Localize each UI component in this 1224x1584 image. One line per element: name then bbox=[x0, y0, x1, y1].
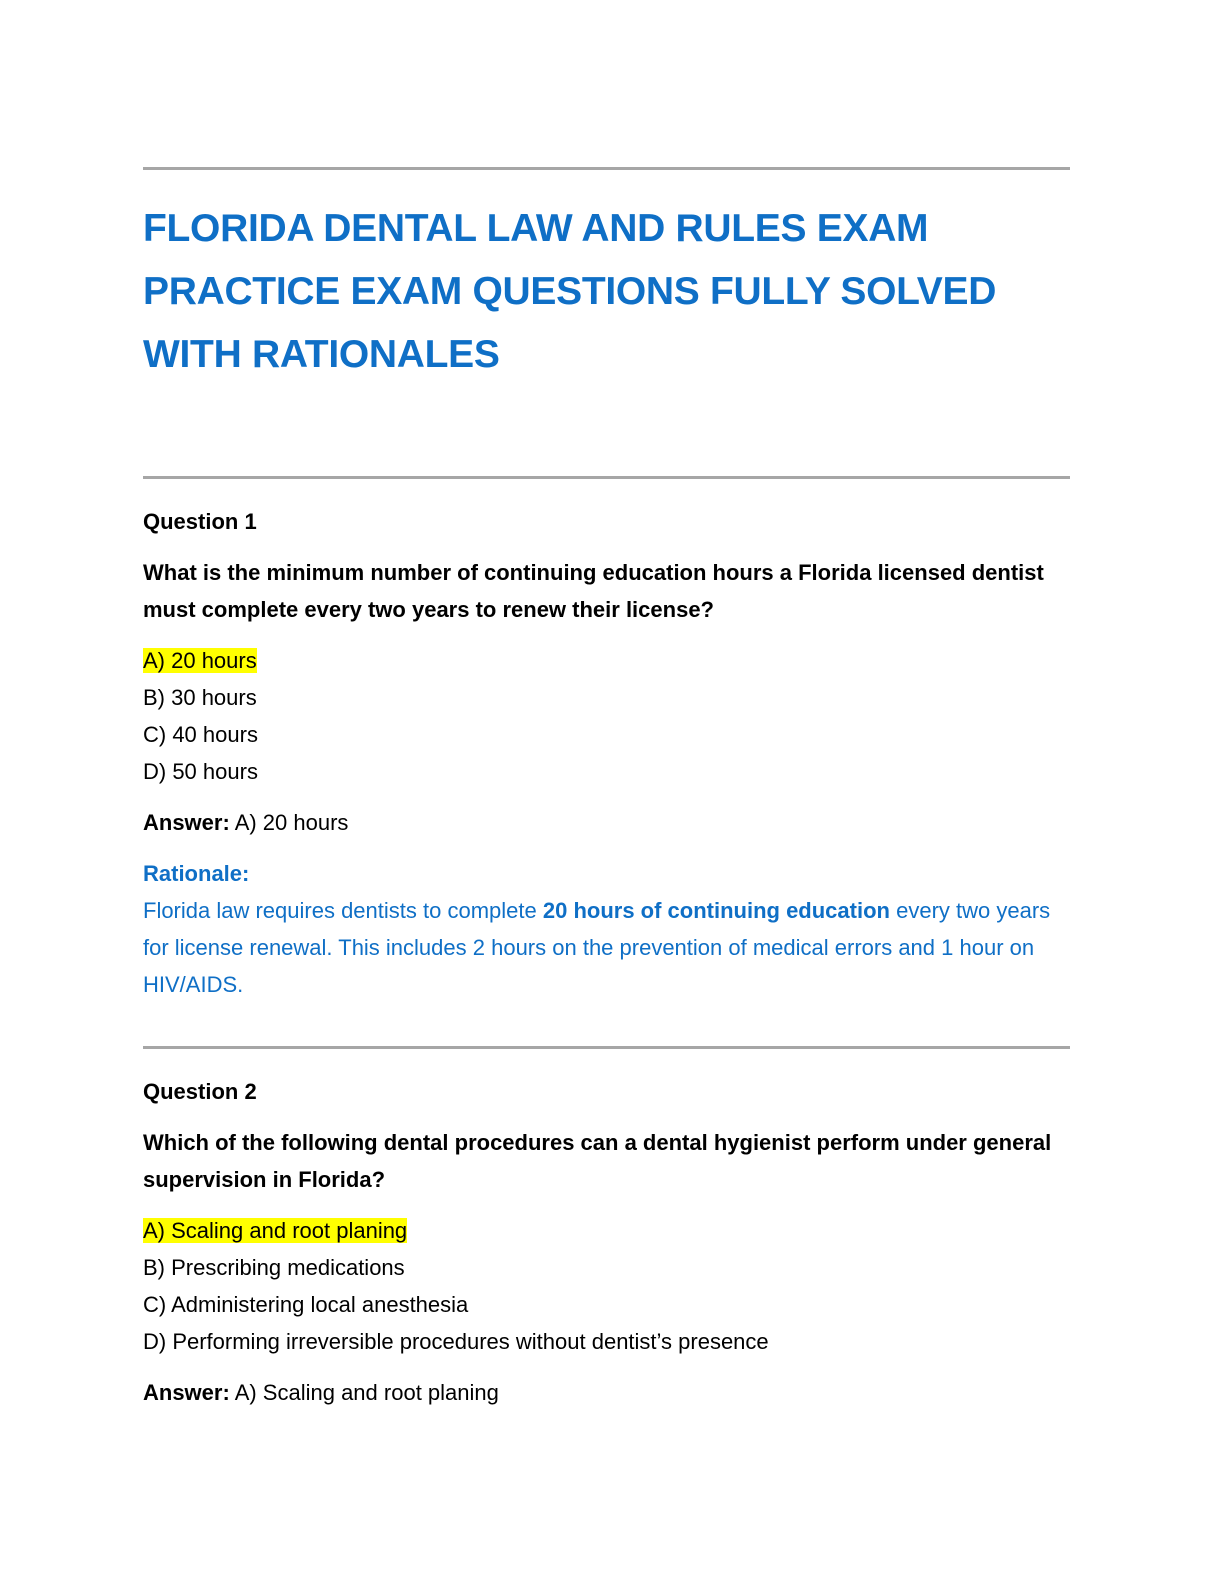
highlighted-option: A) 20 hours bbox=[143, 648, 257, 673]
rationale-text-end: every two years for license renewal. This includes 2 hours on the prevention of medical errors and 1 hour on HIV/AIDS. bbox=[143, 898, 1051, 997]
question-2-options bbox=[143, 1212, 1078, 1360]
option-d: D) Performing irreversible procedures without dentist’s presence bbox=[143, 1329, 769, 1354]
horizontal-rule-1 bbox=[143, 476, 1070, 479]
question-1-section bbox=[143, 503, 1078, 1003]
option-c: C) 40 hours bbox=[143, 722, 258, 747]
question-2-heading: Question 2 bbox=[143, 1079, 257, 1104]
option-b: B) 30 hours bbox=[143, 685, 257, 710]
document-title: FLORIDA DENTAL LAW AND RULES EXAM PRACTICE EXAM QUESTIONS FULLY SOLVED WITH RATIONALES bbox=[143, 207, 997, 376]
highlighted-option: A) Scaling and root planing bbox=[143, 1218, 408, 1243]
answer-label: Answer: bbox=[143, 810, 230, 835]
answer-label: Answer: bbox=[143, 1380, 230, 1405]
rationale-text-start: Florida law requires dentists to complete bbox=[143, 898, 543, 923]
rationale-text-bold: 20 hours of continuing education bbox=[542, 898, 890, 923]
question-1-text: What is the minimum number of continuing education hours a Florida licensed dentist must complete every two years to renew their license? bbox=[143, 560, 1044, 622]
question-1-heading: Question 1 bbox=[143, 509, 257, 534]
option-d: D) 50 hours bbox=[143, 759, 258, 784]
answer-value: A) 20 hours bbox=[229, 810, 349, 835]
option-b: B) Prescribing medications bbox=[143, 1255, 405, 1280]
question-1-answer bbox=[143, 804, 1078, 841]
rationale-text bbox=[143, 892, 1078, 1003]
horizontal-rule-top bbox=[143, 167, 1070, 170]
option-a bbox=[143, 642, 1078, 679]
option-c: C) Administering local anesthesia bbox=[143, 1292, 469, 1317]
question-2-answer bbox=[143, 1374, 1078, 1411]
option-a bbox=[143, 1212, 1078, 1249]
question-1-options bbox=[143, 642, 1078, 790]
answer-value: A) Scaling and root planing bbox=[229, 1380, 499, 1405]
rationale-heading: Rationale: bbox=[143, 861, 250, 886]
question-2-text: Which of the following dental procedures can a dental hygienist perform under general supervision in Florida? bbox=[143, 1130, 1052, 1192]
horizontal-rule-2 bbox=[143, 1046, 1070, 1049]
question-2-section bbox=[143, 1073, 1078, 1411]
